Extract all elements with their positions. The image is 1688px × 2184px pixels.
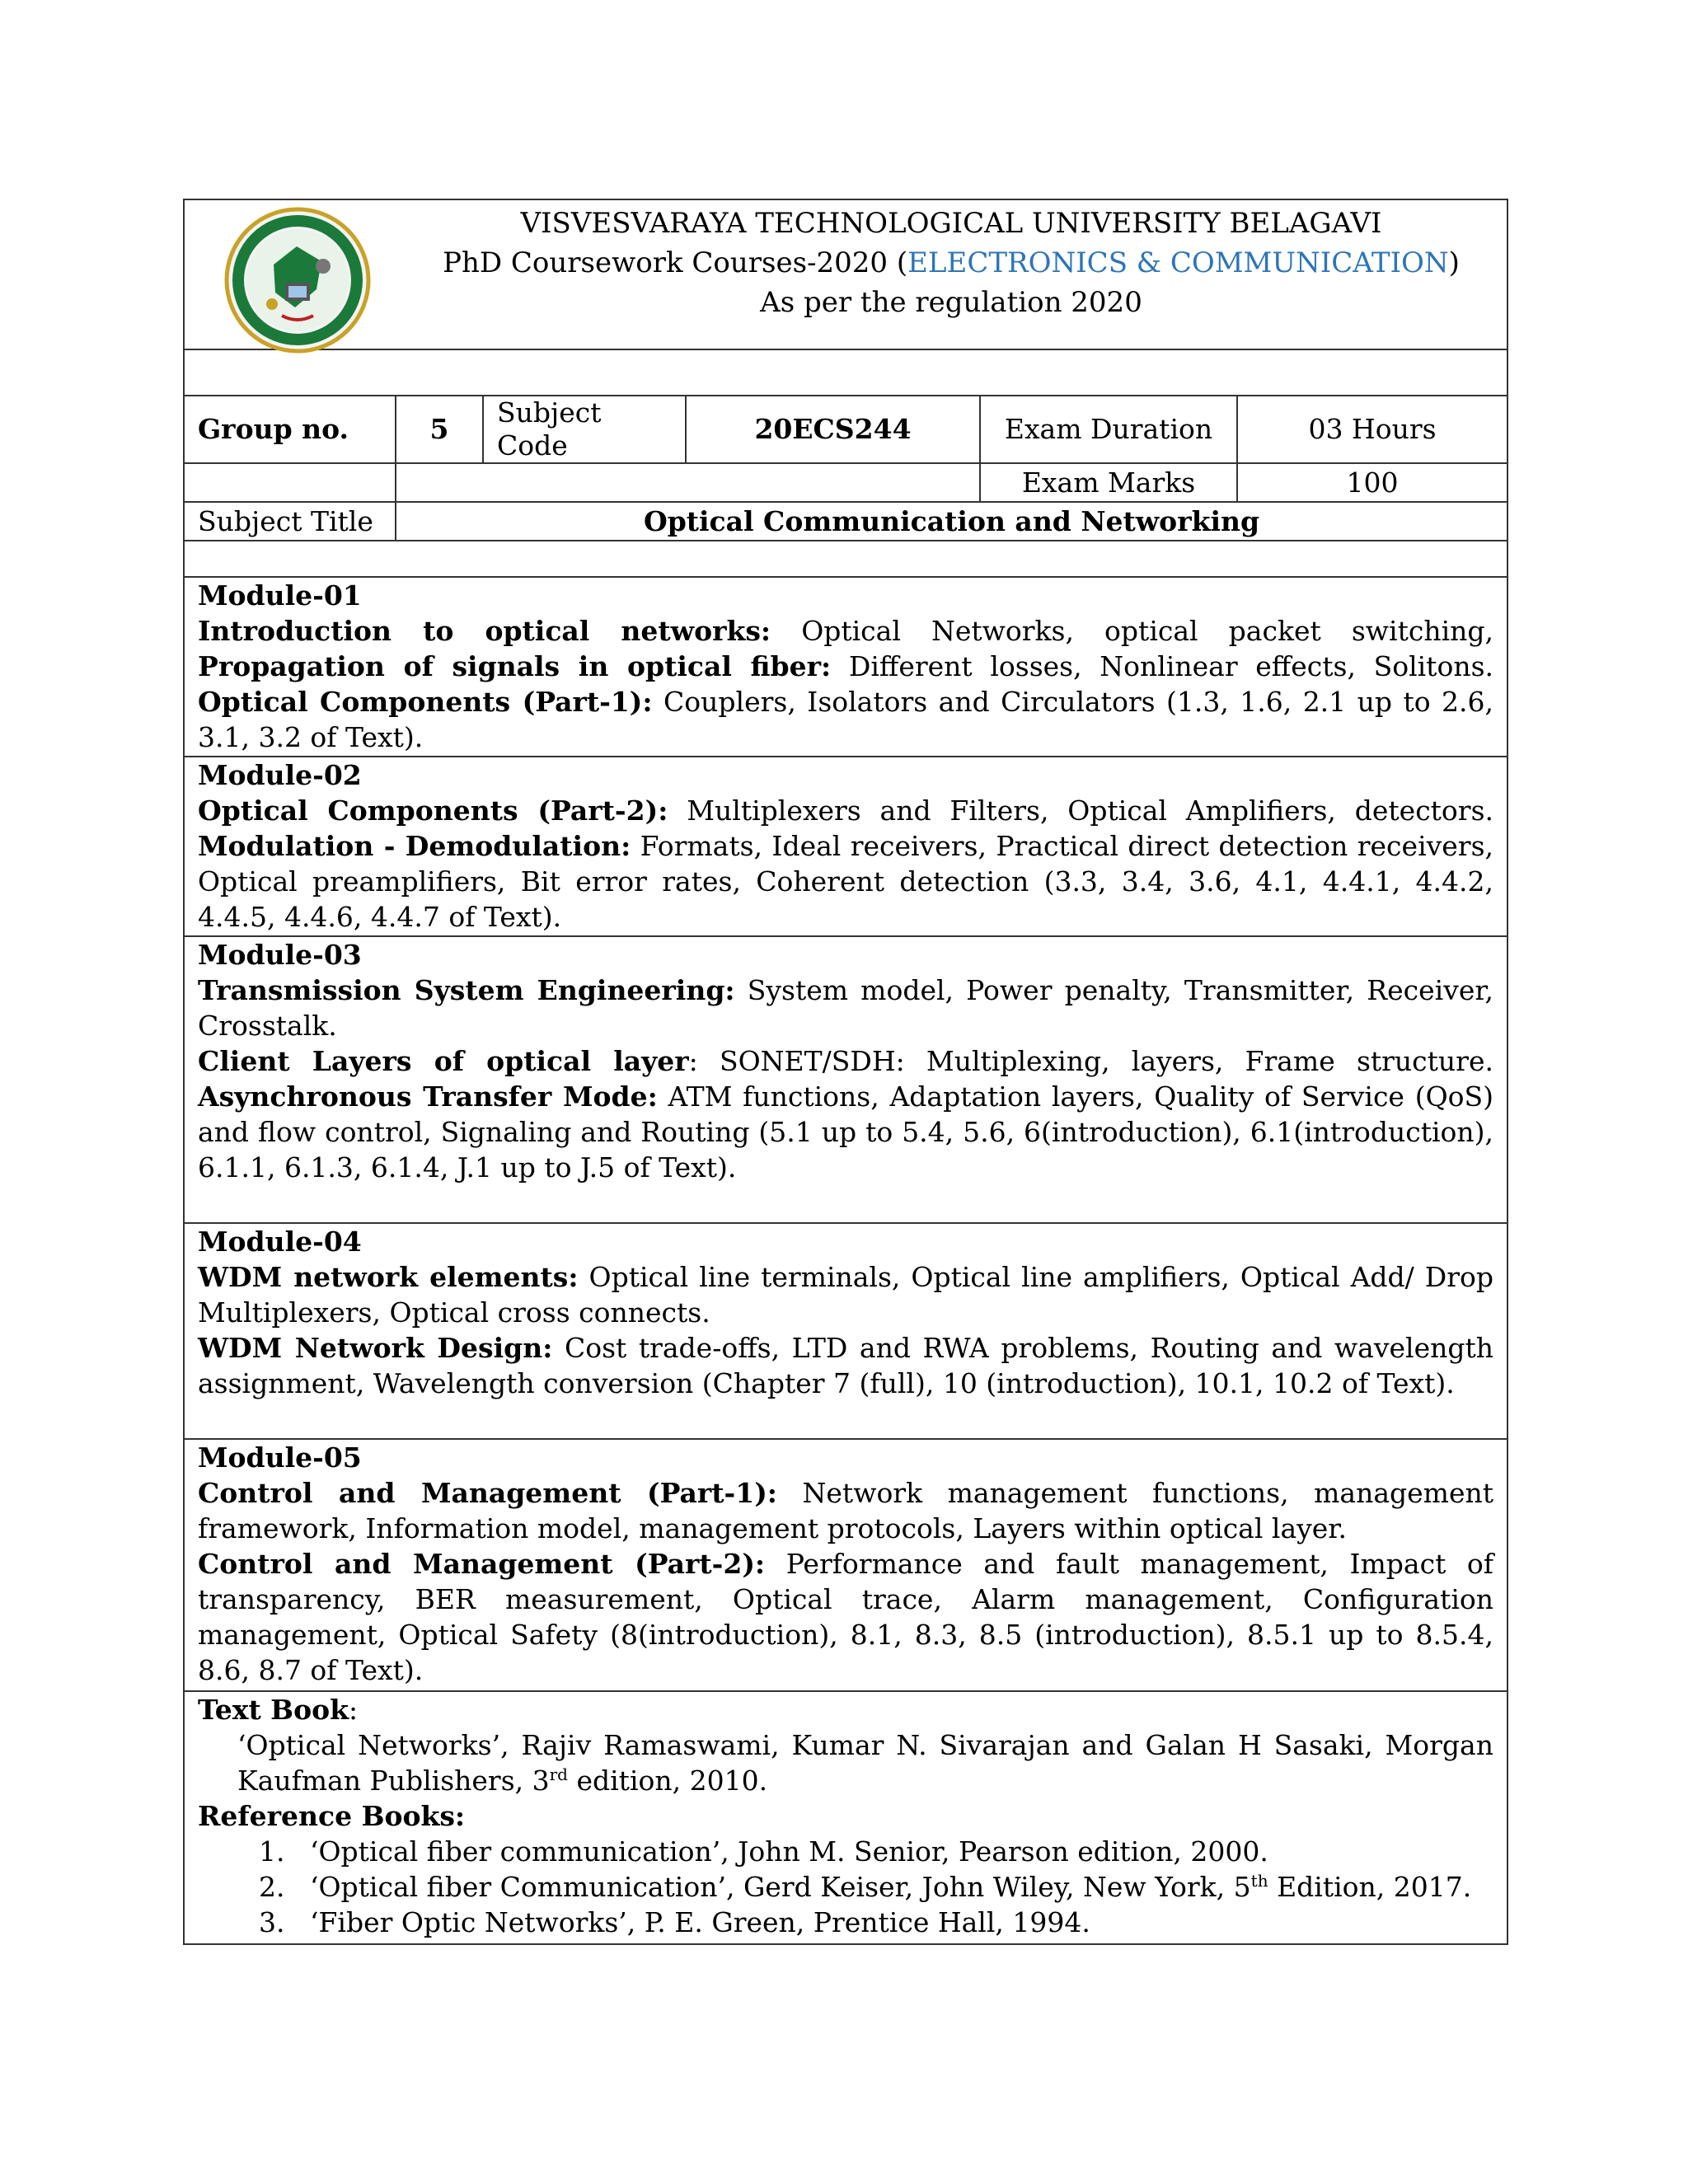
- body-text: Different losses, Nonlinear effects, Solitons.: [831, 650, 1493, 682]
- exam-marks-label: Exam Marks: [980, 463, 1237, 502]
- reference-sup: th: [1250, 1871, 1268, 1891]
- module-title: Module-03: [198, 939, 362, 971]
- group-label: Group no.: [185, 396, 396, 463]
- subject-title-value: Optical Communication and Networking: [396, 502, 1507, 541]
- module-05: [185, 1440, 1507, 1692]
- module-body: [198, 1330, 1493, 1401]
- bold-phrase: Introduction to optical networks:: [198, 615, 771, 647]
- reference-list: [198, 1834, 1493, 1940]
- body-text: Performance and fault management, Impact of transparency, BER measurement, Optical trace, Alarm management, Configuration management, Optical Safety (8(introduction), 8.1, 8.3, 8.5 (introduction), 8.5.1 up to 8.5.4, 8.6, 8.7 of Text).: [198, 1548, 1494, 1686]
- body-text: ATM functions, Adaptation layers, Quality of Service (QoS) and flow control, Signaling and Routing (5.1 up to 5.4, 5.6, 6(introduction), 6.1(introduction), 6.1.1, 6.1.3, 6.1.4, J.1 up to J.5 of Text).: [198, 1080, 1493, 1183]
- bold-phrase: Control and Management (Part-1):: [198, 1477, 777, 1509]
- bold-phrase: WDM network elements:: [198, 1261, 579, 1293]
- bold-phrase: Optical Components (Part-1):: [198, 686, 653, 718]
- books-section: [185, 1692, 1507, 1943]
- department-name: ELECTRONICS & COMMUNICATION: [907, 246, 1449, 279]
- reference-post: Edition, 2017.: [1268, 1871, 1472, 1903]
- module-body: [198, 1475, 1493, 1546]
- meta-row-1: [185, 396, 1507, 463]
- text-book-label: Text Book: [198, 1694, 349, 1726]
- module-03: [185, 937, 1507, 1224]
- body-text: Multiplexers and Filters, Optical Amplifiers, detectors.: [668, 794, 1494, 827]
- meta-row-3: [185, 502, 1507, 541]
- spacer-row: [185, 350, 1507, 396]
- exam-marks-value: 100: [1237, 463, 1507, 502]
- course-line: [396, 243, 1507, 283]
- exam-duration-label: Exam Duration: [980, 396, 1237, 463]
- text-book-colon: :: [348, 1694, 359, 1726]
- subject-meta-table: [185, 396, 1507, 541]
- module-title: Module-04: [198, 1226, 362, 1258]
- module-01: [185, 578, 1507, 757]
- subject-code-label: Subject Code: [483, 396, 686, 463]
- subject-code-value: 20ECS244: [686, 396, 980, 463]
- module-title: Module-05: [198, 1441, 362, 1474]
- module-body: [198, 1259, 1493, 1330]
- bold-phrase: Modulation - Demodulation:: [198, 830, 631, 862]
- module-04: [185, 1224, 1507, 1440]
- reference-pre: ‘Optical fiber communication’, John M. Senior, Pearson edition, 2000.: [310, 1835, 1268, 1868]
- body-text: Couplers, Isolators and Circulators (1.3, 1.6, 2.1 up to 2.6, 3.1, 3.2 of Text).: [198, 686, 1493, 753]
- syllabus-sheet: [183, 199, 1508, 1945]
- bold-phrase: Control and Management (Part-2):: [198, 1548, 766, 1580]
- university-name: VISVESVARAYA TECHNOLOGICAL UNIVERSITY BELAGAVI: [520, 207, 1382, 240]
- body-text: Optical line terminals, Optical line amplifiers, Optical Add/ Drop Multiplexers, Optical cross connects.: [198, 1261, 1493, 1329]
- exam-duration-value: 03 Hours: [1237, 396, 1507, 463]
- reference-item: [293, 1905, 1493, 1940]
- subject-meta: [185, 396, 1507, 541]
- reference-item: [293, 1834, 1493, 1869]
- empty-cell: [185, 463, 396, 502]
- reference-item: [293, 1869, 1493, 1905]
- text-book-post: edition, 2010.: [567, 1765, 768, 1797]
- body-text: Optical Networks, optical packet switching,: [771, 615, 1493, 647]
- body-text: Cost trade-offs, LTD and RWA problems, Routing and wavelength assignment, Wavelength conversion (Chapter 7 (full), 10 (introduction), 10.1, 10.2 of Text).: [198, 1332, 1494, 1399]
- bold-phrase: WDM Network Design:: [198, 1332, 553, 1364]
- reference-books-label: Reference Books:: [198, 1800, 466, 1832]
- bold-phrase: Asynchronous Transfer Mode:: [198, 1080, 658, 1113]
- module-title: Module-01: [198, 579, 362, 612]
- spacer-row: [185, 541, 1507, 578]
- group-value: 5: [396, 396, 483, 463]
- module-title: Module-02: [198, 759, 362, 791]
- body-text: System model, Power penalty, Transmitter, Receiver, Crosstalk.: [198, 974, 1494, 1042]
- body-text: : SONET/SDH: Multiplexing, layers, Frame structure.: [688, 1045, 1493, 1077]
- reference-pre: ‘Fiber Optic Networks’, P. E. Green, Prentice Hall, 1994.: [310, 1906, 1090, 1938]
- subject-title-label: Subject Title: [185, 502, 396, 541]
- document-header: [185, 200, 1507, 350]
- course-line-suffix: ): [1448, 246, 1460, 279]
- text-book-sup: rd: [549, 1765, 568, 1784]
- header-text: [396, 204, 1507, 322]
- text-book-entry: [198, 1727, 1493, 1798]
- meta-row-2: [185, 463, 1507, 502]
- text-book-pre: ‘Optical Networks’, Rajiv Ramaswami, Kumar N. Sivarajan and Galan H Sasaki, Morgan Kaufman Publishers, 3: [237, 1729, 1493, 1797]
- body-text: Formats, Ideal receivers, Practical direct detection receivers, Optical preamplifiers, Bit error rates, Coherent detection (3.3, 3.4, 3.6, 4.1, 4.4.1, 4.4.2, 4.4.5, 4.4.6, 4.4.7 of Text).: [198, 830, 1493, 933]
- body-text: Network management functions, management framework, Information model, management protocols, Layers within optical layer.: [198, 1477, 1494, 1544]
- module-body: [198, 793, 1493, 935]
- empty-cell: [396, 463, 980, 502]
- module-02: [185, 757, 1507, 937]
- module-body: [198, 972, 1493, 1043]
- bold-phrase: Transmission System Engineering:: [198, 974, 735, 1006]
- regulation-line: As per the regulation 2020: [760, 286, 1142, 319]
- module-body: [198, 1043, 1493, 1185]
- course-line-prefix: PhD Coursework Courses-2020 (: [443, 246, 908, 279]
- bold-phrase: Propagation of signals in optical fiber:: [198, 650, 832, 682]
- reference-pre: ‘Optical fiber Communication’, Gerd Keiser, John Wiley, New York, 5: [310, 1871, 1251, 1903]
- text-book-heading: [198, 1692, 1493, 1727]
- bold-phrase: Optical Components (Part-2):: [198, 794, 668, 827]
- bold-phrase: Client Layers of optical layer: [198, 1045, 689, 1077]
- university-seal-icon: [224, 207, 371, 354]
- module-body: [198, 1546, 1493, 1688]
- module-body: [198, 613, 1493, 755]
